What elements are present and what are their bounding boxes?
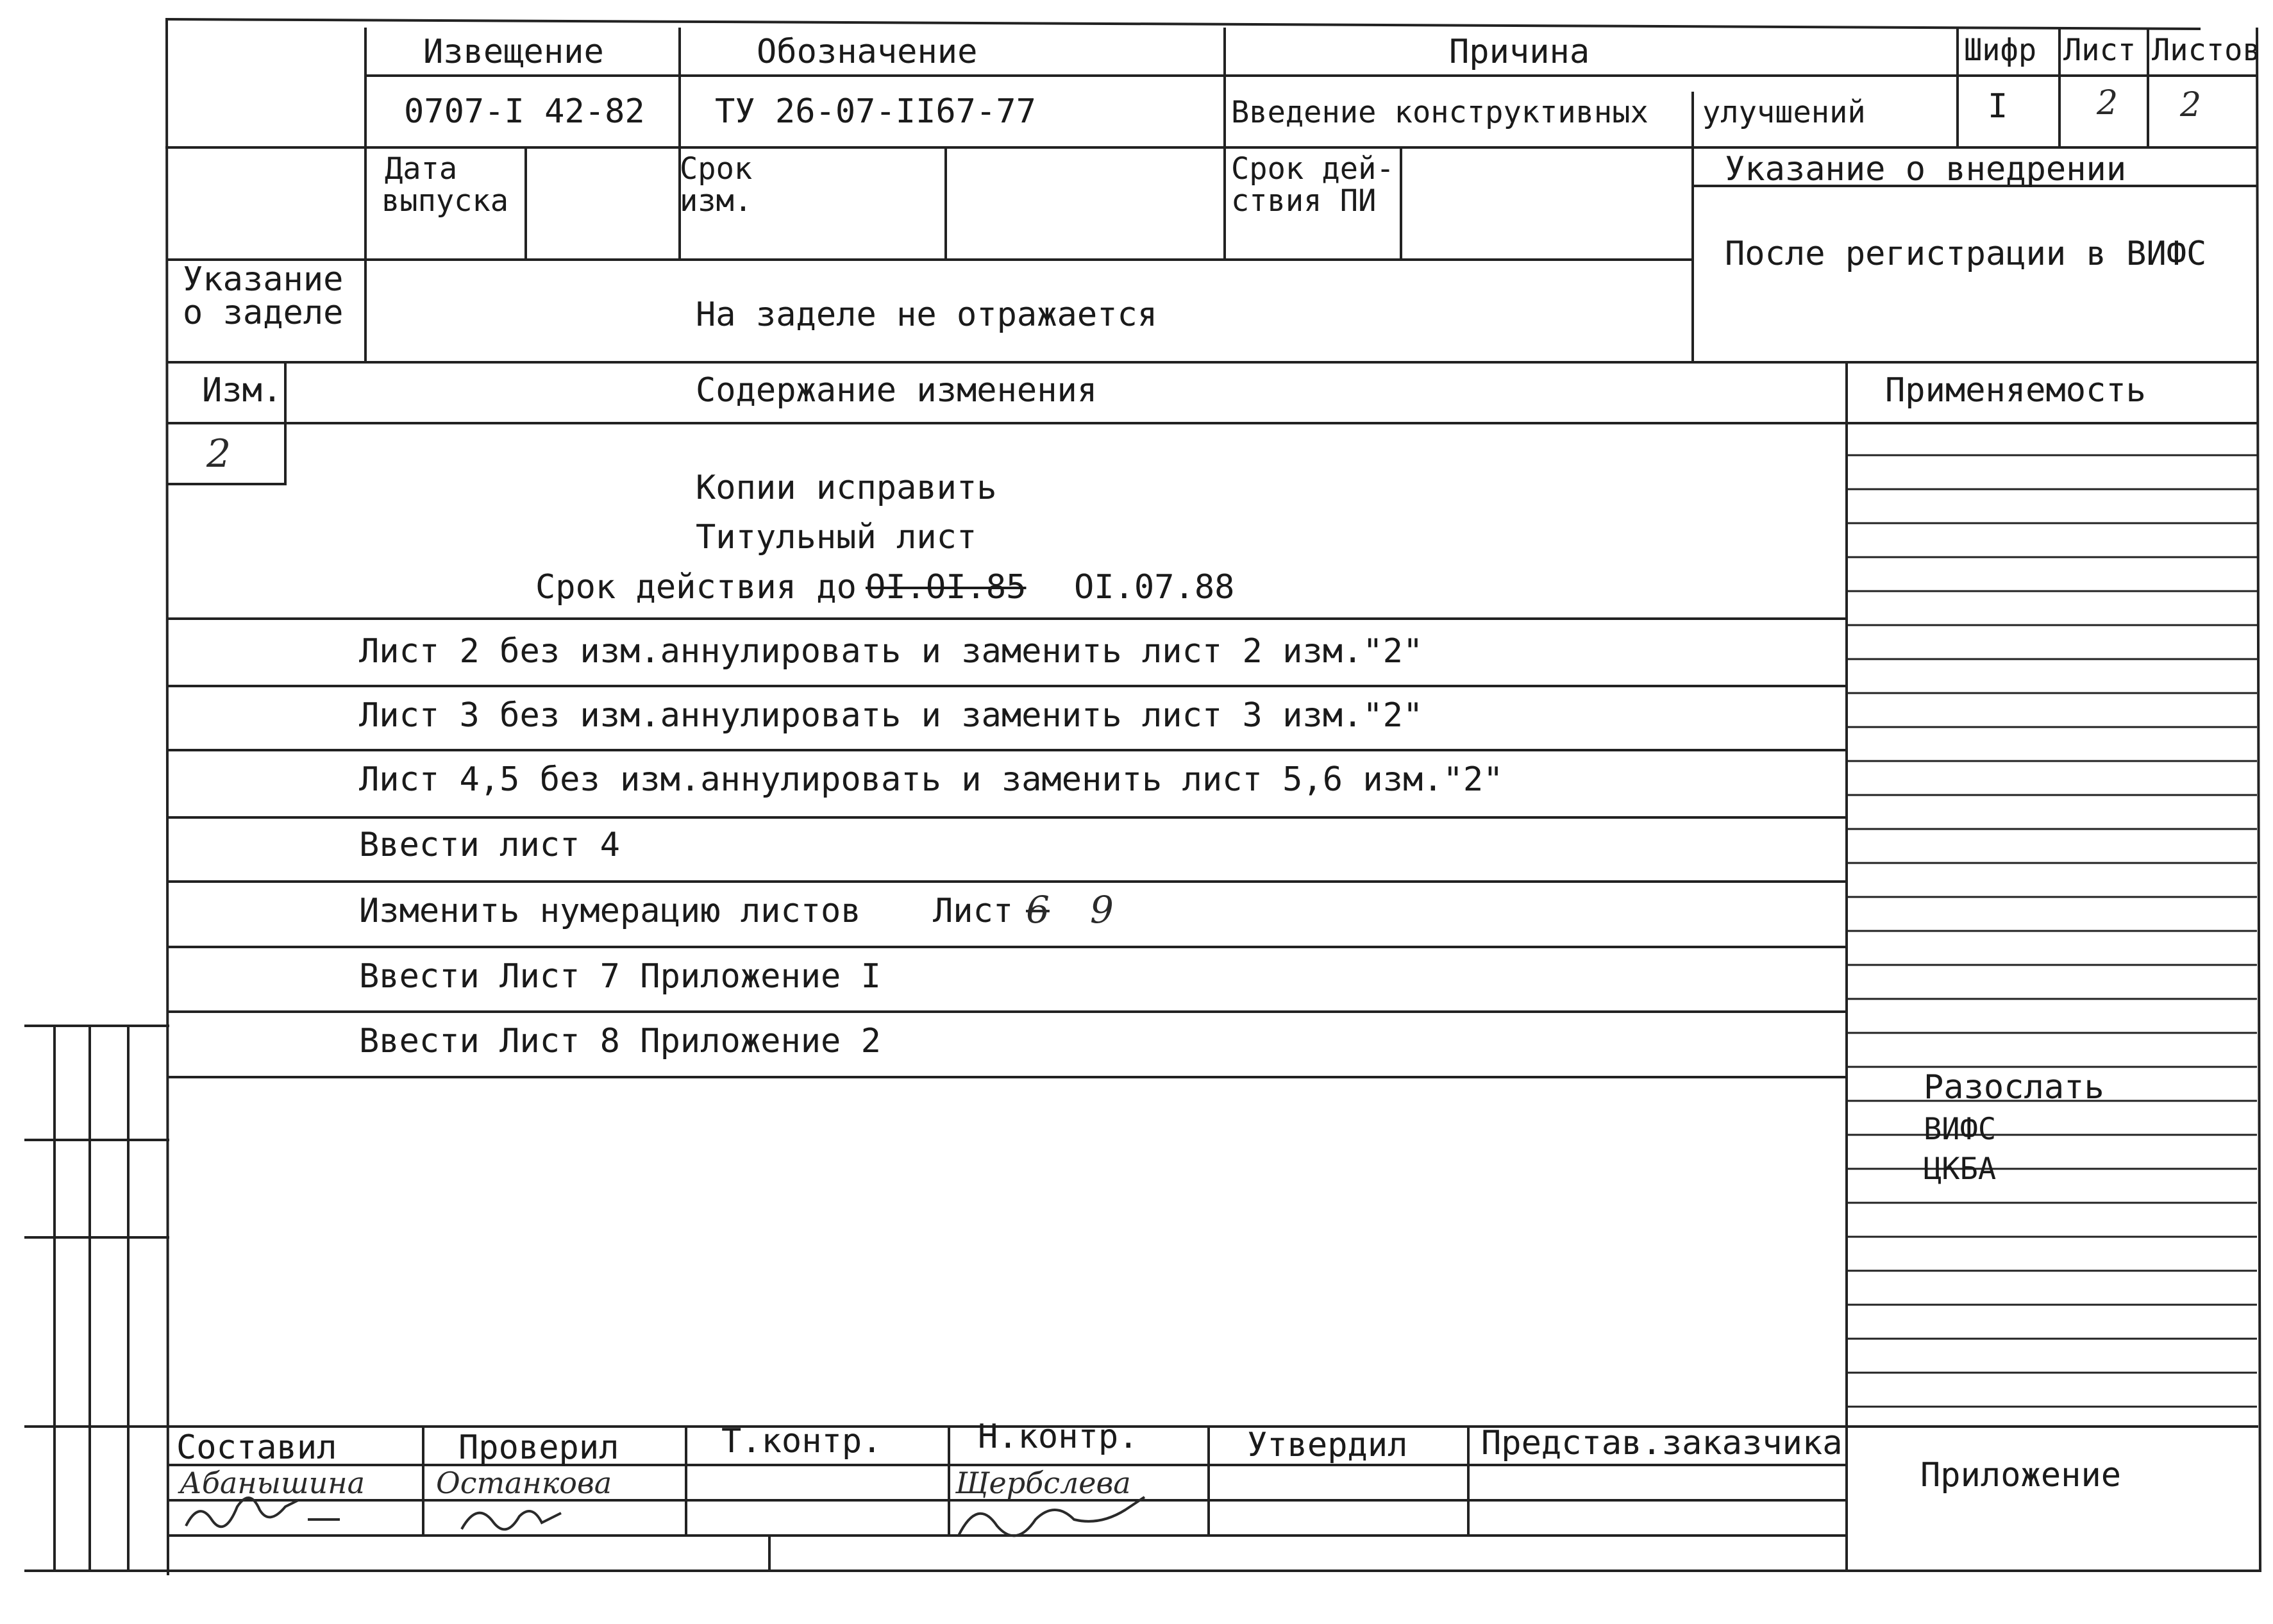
reason-value-1: Введение конструктивных	[1231, 95, 1648, 130]
issue-date-label-1: Дата	[385, 151, 458, 187]
content-line-1: Копии исправить	[696, 469, 997, 507]
content-line-3-old: OI.OI.85	[866, 568, 1027, 607]
signature-norm-control	[959, 1497, 1145, 1536]
sheet-label: Лист	[2063, 33, 2136, 68]
sheets-label: Листов	[2152, 33, 2261, 68]
designation-value: ТУ 26-07-II67-77	[715, 92, 1036, 131]
change-term-label-2: изм.	[680, 183, 753, 219]
notice-label: Извещение	[423, 33, 604, 71]
signature-checked	[462, 1511, 561, 1529]
content-row-6: Ввести Лист 7 Приложение I	[359, 957, 881, 996]
appendix-label: Приложение	[1920, 1456, 2122, 1494]
renumber-new: 9	[1090, 888, 1114, 932]
distribution-recipient-2: ЦКБА	[1924, 1151, 1997, 1187]
backlog-label-2: о заделе	[183, 294, 344, 332]
renumber-old: 6	[1026, 888, 1050, 932]
cipher-label: Шифр	[1964, 33, 2037, 68]
change-col-label: Изм.	[202, 371, 283, 410]
content-line-3-new: OI.07.88	[1074, 568, 1235, 607]
sheet-value: 2	[2097, 84, 2118, 122]
checked-name: Останкова	[436, 1466, 612, 1500]
validity-label-2: ствия ПИ	[1231, 183, 1377, 219]
content-row-2: Лист 3 без изм.аннулировать и заменить лист 3 изм."2"	[359, 696, 1423, 735]
reason-label: Причина	[1449, 33, 1590, 71]
content-row-3: Лист 4,5 без изм.аннулировать и заменить лист 5,6 изм."2"	[359, 760, 1504, 799]
content-line-2: Титульный лист	[696, 518, 977, 557]
backlog-value: На заделе не отражается	[696, 296, 1158, 334]
compiled-name: Абанышина	[180, 1466, 365, 1500]
norm-control-name: Щербслева	[955, 1466, 1131, 1500]
content-row-5: Изменить нумерацию листов	[359, 892, 861, 930]
implementation-label: Указание о внедрении	[1725, 150, 2127, 188]
content-line-3-prefix: Срок действия до	[535, 568, 857, 607]
reason-value-2: улучшений	[1702, 95, 1866, 130]
checked-label: Проверил	[458, 1428, 619, 1467]
issue-date-label-2: выпуска	[382, 183, 509, 219]
content-row-4: Ввести лист 4	[359, 826, 620, 864]
signature-compiled	[186, 1498, 298, 1527]
compiled-label: Составил	[176, 1428, 337, 1467]
approved-label: Утвердил	[1247, 1426, 1408, 1464]
backlog-label-1: Указание	[183, 260, 344, 299]
implementation-value: После регистрации в ВИФС	[1725, 235, 2207, 273]
content-col-label: Содержание изменения	[696, 371, 1098, 410]
change-term-label-1: Срок	[680, 151, 753, 187]
customer-rep-label: Представ.заказчика	[1481, 1424, 1843, 1462]
content-row-7: Ввести Лист 8 Приложение 2	[359, 1022, 881, 1060]
cipher-value: I	[1988, 87, 2008, 126]
validity-label-1: Срок дей-	[1231, 151, 1395, 187]
applicability-label: Применяемость	[1885, 371, 2146, 410]
notice-value: 0707-I 42-82	[404, 92, 645, 131]
designation-label: Обозначение	[757, 33, 978, 71]
sheets-value: 2	[2180, 86, 2202, 124]
change-number: 2	[206, 431, 231, 476]
tech-control-label: Т.контр.	[721, 1422, 882, 1461]
distribution-label: Разослать	[1924, 1068, 2104, 1107]
distribution-recipient-1: ВИФС	[1924, 1112, 1997, 1147]
content-row-1: Лист 2 без изм.аннулировать и заменить лист 2 изм."2"	[359, 632, 1423, 671]
norm-control-label: Н.контр.	[978, 1418, 1139, 1456]
renumber-sheet-label: Лист	[933, 892, 1014, 930]
